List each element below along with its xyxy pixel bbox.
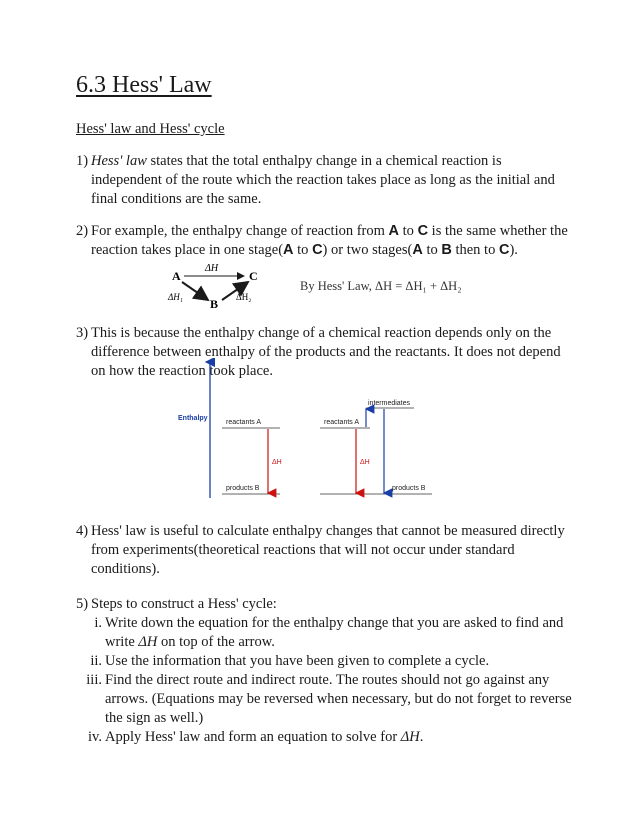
left-dh-label: ΔH [272,459,282,466]
label-c: C [417,223,429,239]
step-number: ii. [90,653,102,669]
text-run: to [399,223,418,239]
enthalpy-diagram [170,358,450,508]
step-text: Apply Hess' law and form an equation to solve for [105,729,401,745]
arrow-a-to-b [182,282,208,300]
step-number: iii. [86,672,102,688]
step-number: iv. [88,729,102,745]
step-text: on top of the arrow. [157,634,275,650]
text-run: to [422,242,442,258]
right-dh-label: ΔH [360,459,370,466]
text-run: For example, the enthalpy change of reaction from [91,223,389,239]
hess-law-equation: By Hess' Law, ΔH = ΔH₁ + ΔH₂ [300,279,462,293]
paragraph-text: This is because the enthalpy change of a chemical reaction depends only on the difference between enthalpy of the products and the reactants. It does not depend on how the reaction took place. [91,325,561,379]
axis-label: Enthalpy [178,415,208,422]
label-b: B [441,242,452,258]
step-text: Use the information that you have been given to complete a cycle. [105,653,490,669]
paragraph-number: 1) [76,153,89,169]
paragraph-2 [76,222,576,260]
text-run: ) or two stages( [322,242,413,258]
label-a: A [388,223,400,239]
list-item [80,614,580,652]
right-products-label: products B [392,485,426,492]
text-run: to [293,242,313,258]
paragraph-1 [76,152,576,209]
label-a: A [412,242,423,258]
step-text: Find the direct route and indirect route. The routes should not go against any arrows. (Equations may be reversed when necessary, but do not forget to reverse the sign as well.) [105,672,572,726]
label-c: C [312,242,323,258]
paragraph-text: states that the total enthalpy change in a chemical reaction is independent of the route which the reaction takes place as long as the initial and final conditions are the same. [91,153,555,207]
paragraph-4 [76,522,576,579]
text-run: then to [451,242,499,258]
step-number: i. [94,615,102,631]
page-title: 6.3 Hess' Law [76,72,212,98]
cycle-dh1: ΔH₁ [168,292,183,302]
left-products-label: products B [226,485,260,492]
cycle-dh2: ΔH₂ [236,292,252,302]
delta-h-symbol: ΔH [138,634,158,650]
paragraph-number: 4) [76,523,89,539]
list-item [80,652,580,671]
term-hess-law: Hess' law [91,153,147,169]
intermediates-label: intermediates [368,400,411,407]
paragraph-number: 2) [76,223,89,239]
paragraph-text: Hess' law is useful to calculate enthalpy changes that cannot be measured directly from experiments(theoretical reactions that will not occur under standard conditions). [91,523,565,577]
cycle-label-a: A [172,269,181,283]
list-item [80,671,580,728]
list-item [80,728,580,747]
paragraph-number: 5) [76,596,89,612]
left-reactants-label: reactants A [226,419,262,426]
label-c: C [498,242,510,258]
paragraph-5 [76,595,576,614]
cycle-label-b: B [210,297,219,311]
delta-h-symbol: ΔH [400,729,420,745]
text-run: ). [509,242,518,258]
label-a: A [283,242,294,258]
paragraph-text: Steps to construct a Hess' cycle: [91,596,277,612]
right-reactants-label: reactants A [324,419,360,426]
steps-list [80,614,580,747]
cycle-dh: ΔH [205,263,219,274]
cycle-label-c: C [249,269,258,283]
step-text: Write down the equation for the enthalpy change that you are asked to find and write [105,615,564,650]
step-text: . [419,729,424,745]
text-run: is the same whether the reaction takes place in one stage( [91,223,568,258]
paragraph-number: 3) [76,325,89,341]
hess-cycle-diagram [160,260,490,315]
section-subtitle: Hess' law and Hess' cycle [76,121,225,137]
